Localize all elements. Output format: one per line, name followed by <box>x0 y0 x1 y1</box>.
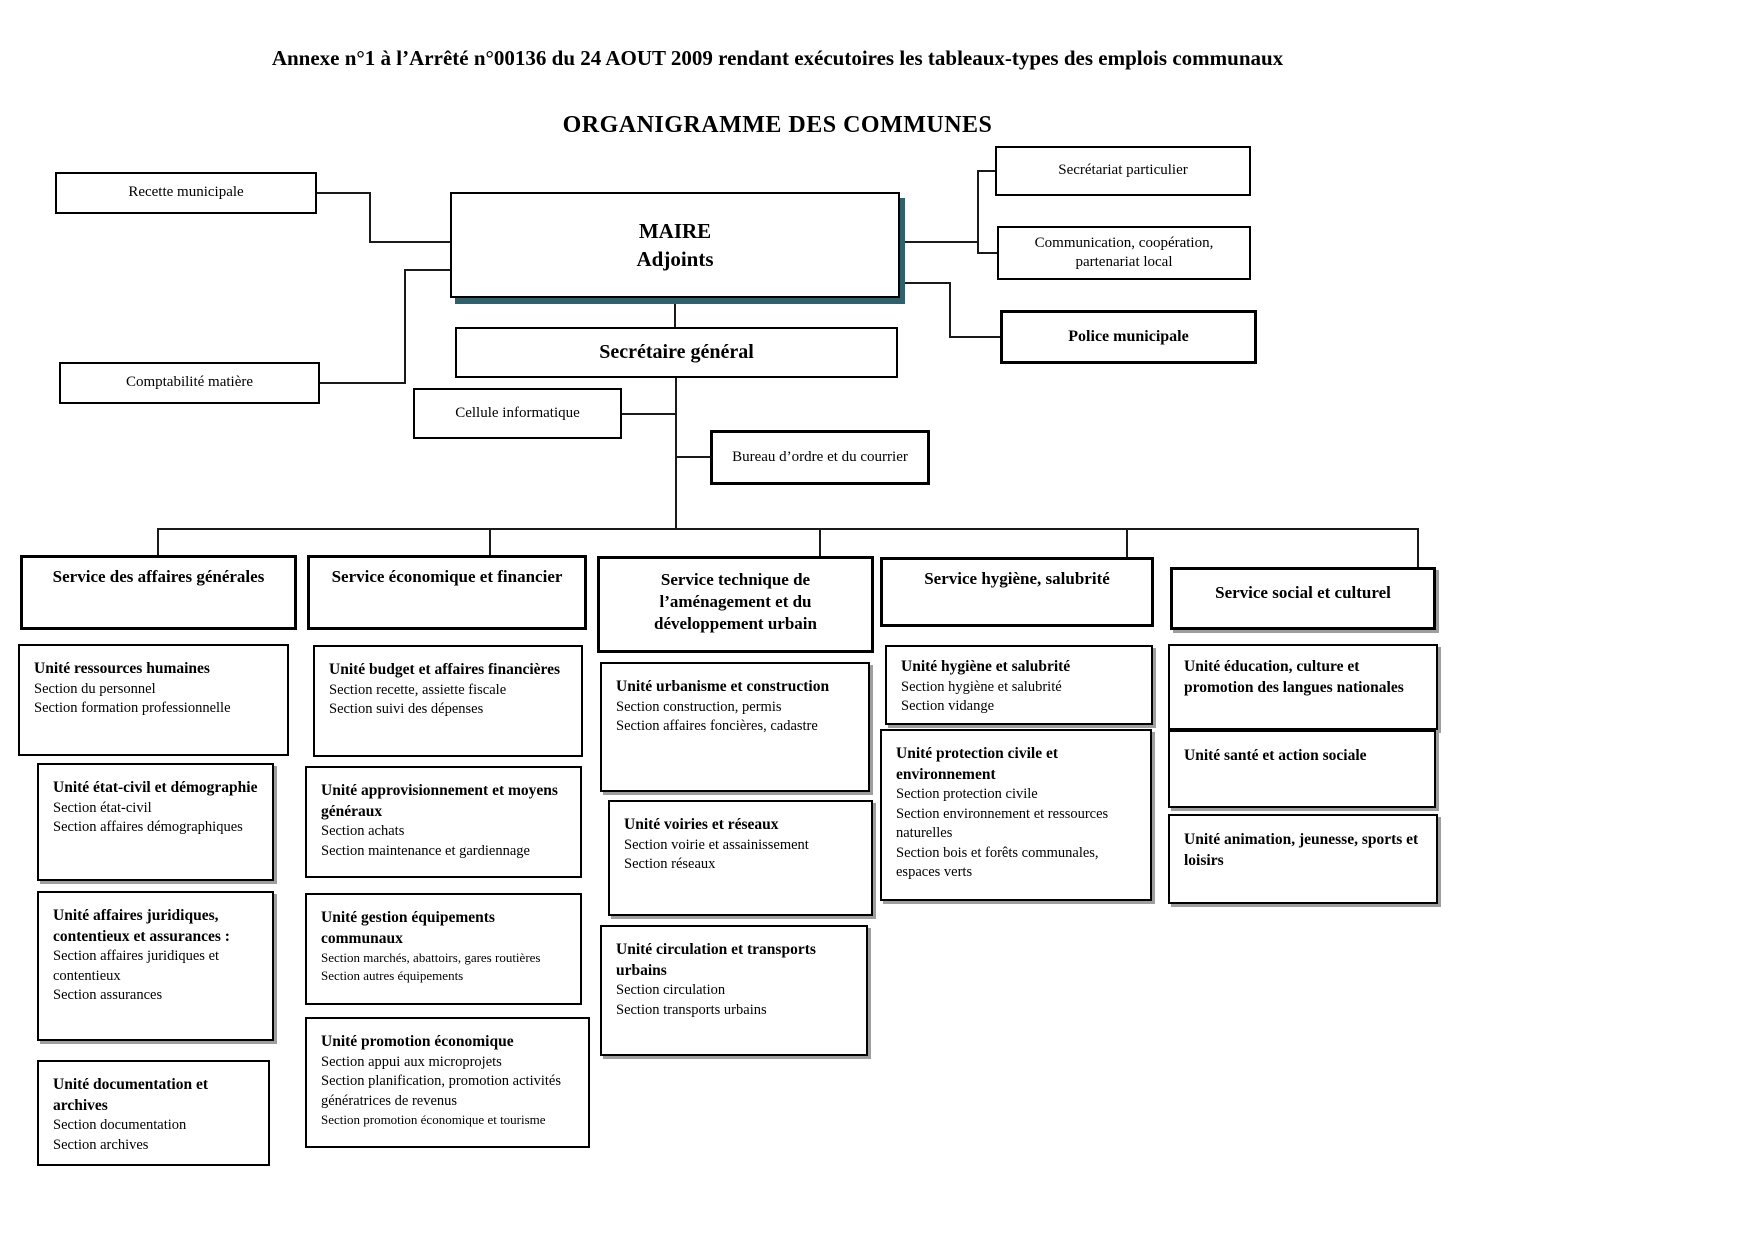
node-bureau-ordre-courrier <box>710 430 930 485</box>
service-affaires-generales <box>20 555 297 630</box>
unit-approvisionnement-moyens-generaux <box>305 766 582 878</box>
node-police-municipale <box>1000 310 1257 364</box>
node-communication <box>997 226 1251 280</box>
unit-education-culture-langues <box>1168 644 1438 730</box>
service-social-culturel-label: Service social et culturel <box>1215 583 1391 602</box>
unit-title: Unité santé et action sociale <box>1184 747 1367 764</box>
unit-section: Section affaires démographiques <box>53 819 243 836</box>
unit-section: Section réseaux <box>624 856 716 873</box>
node-recette-municipale <box>55 172 317 214</box>
unit-animation-jeunesse-sports <box>1168 814 1438 904</box>
node-secretariat-particulier <box>995 146 1251 196</box>
unit-section: Section suivi des dépenses <box>329 701 484 718</box>
unit-documentation-archives <box>37 1060 270 1166</box>
unit-section: Section voirie et assainissement <box>624 836 809 853</box>
unit-affaires-juridiques <box>37 891 274 1041</box>
unit-promotion-economique <box>305 1017 590 1148</box>
node-secretaire-general <box>455 327 898 378</box>
unit-section: Section état-civil <box>53 799 152 816</box>
unit-hygiene-salubrite <box>885 645 1153 725</box>
node-cellule-informatique <box>413 388 622 439</box>
unit-section: Section environnement et ressources naturelles <box>896 805 1109 842</box>
unit-section: Section circulation <box>616 982 726 999</box>
unit-section: Section hygiène et salubrité <box>901 678 1062 695</box>
unit-title: Unité affaires juridiques, contentieux et assurances : <box>53 907 230 945</box>
unit-section: Section transports urbains <box>616 1001 767 1018</box>
unit-section: Section affaires foncières, cadastre <box>616 718 818 735</box>
unit-title: Unité voiries et réseaux <box>624 816 779 833</box>
unit-title: Unité promotion économique <box>321 1033 514 1050</box>
connector-maire-police <box>900 283 1000 337</box>
node-cellule-informatique-label: Cellule informatique <box>455 404 580 421</box>
unit-section: Section promotion économique et tourisme <box>321 1112 546 1128</box>
unit-section: Section documentation <box>53 1117 187 1134</box>
unit-etat-civil-demographie <box>37 763 274 881</box>
unit-section: Section affaires juridiques et contentieux <box>53 948 220 984</box>
unit-circulation-transports <box>600 925 868 1056</box>
page-subtitle: ORGANIGRAMME DES COMMUNES <box>562 112 993 138</box>
node-adjoints-label: Adjoints <box>636 247 714 271</box>
unit-section: Section protection civile <box>896 786 1038 803</box>
service-technique-label: Service technique de l’aménagement et du développement urbain <box>654 570 817 634</box>
unit-section: Section construction, permis <box>616 698 782 715</box>
service-economique-financier-label: Service économique et financier <box>331 567 563 586</box>
connector-comptabilite-maire <box>320 270 450 383</box>
unit-title: Unité approvisionnement et moyens généraux <box>321 782 558 820</box>
unit-section: Section assurances <box>53 987 163 1004</box>
node-communication-label: Communication, coopération, partenariat local <box>1034 234 1214 270</box>
connector-recette-maire <box>317 193 450 242</box>
service-social-culturel <box>1170 567 1436 630</box>
unit-section: Section marchés, abattoirs, gares routières <box>321 950 541 966</box>
service-hygiene-salubrite <box>880 557 1154 627</box>
unit-sante-action-sociale <box>1168 730 1436 808</box>
unit-title: Unité ressources humaines <box>34 660 210 677</box>
unit-title: Unité budget et affaires financières <box>329 661 561 678</box>
node-comptabilite-matiere <box>59 362 320 404</box>
unit-title: Unité protection civile et environnement <box>896 745 1058 783</box>
node-bureau-ordre-courrier-label: Bureau d’ordre et du courrier <box>732 448 908 465</box>
unit-section: Section autres équipements <box>321 968 464 984</box>
unit-section: Section appui aux microprojets <box>321 1053 502 1070</box>
unit-title: Unité urbanisme et construction <box>616 678 830 695</box>
service-technique <box>597 556 874 653</box>
unit-voiries-reseaux <box>608 800 873 916</box>
unit-section: Section achats <box>321 823 405 840</box>
unit-section: Section bois et forêts communales, espaces verts <box>896 844 1099 881</box>
unit-budget-affaires-financieres <box>313 645 583 757</box>
unit-ressources-humaines <box>18 644 289 756</box>
unit-title: Unité circulation et transports urbains <box>616 941 816 979</box>
unit-title: Unité documentation et archives <box>53 1076 208 1114</box>
unit-title: Unité hygiène et salubrité <box>901 658 1071 675</box>
unit-gestion-equipements-communaux <box>305 893 582 1005</box>
unit-section: Section recette, assiette fiscale <box>329 681 507 698</box>
node-recette-municipale-label: Recette municipale <box>128 184 244 201</box>
node-police-municipale-label: Police municipale <box>1068 327 1189 345</box>
service-affaires-generales-label: Service des affaires générales <box>52 567 265 586</box>
unit-section: Section archives <box>53 1136 149 1153</box>
unit-title: Unité éducation, culture et promotion des langues nationales <box>1184 658 1404 696</box>
unit-section: Section du personnel <box>34 680 156 697</box>
unit-section: Section formation professionnelle <box>34 700 231 717</box>
unit-urbanisme-construction <box>600 662 870 792</box>
node-comptabilite-matiere-label: Comptabilité matière <box>125 374 254 391</box>
service-hygiene-salubrite-label: Service hygiène, salubrité <box>924 569 1110 588</box>
unit-title: Unité état-civil et démographie <box>53 779 258 796</box>
node-maire-label: MAIRE <box>638 218 712 243</box>
unit-protection-civile-environnement <box>880 729 1152 901</box>
node-secretaire-general-label: Secrétaire général <box>599 341 754 363</box>
unit-section: Section vidange <box>901 698 995 715</box>
node-maire <box>450 192 900 298</box>
unit-section: Section planification, promotion activités génératrices de revenus <box>321 1073 562 1109</box>
page-title: Annexe n°1 à l’Arrêté n°00136 du 24 AOUT 2009 rendant exécutoires les tableaux-types des emplois communaux <box>271 46 1284 70</box>
service-economique-financier <box>307 555 587 630</box>
node-secretariat-particulier-label: Secrétariat particulier <box>1058 162 1188 179</box>
unit-section: Section maintenance et gardiennage <box>321 842 530 859</box>
unit-title: Unité animation, jeunesse, sports et loisirs <box>1184 831 1419 869</box>
unit-title: Unité gestion équipements communaux <box>321 909 495 947</box>
